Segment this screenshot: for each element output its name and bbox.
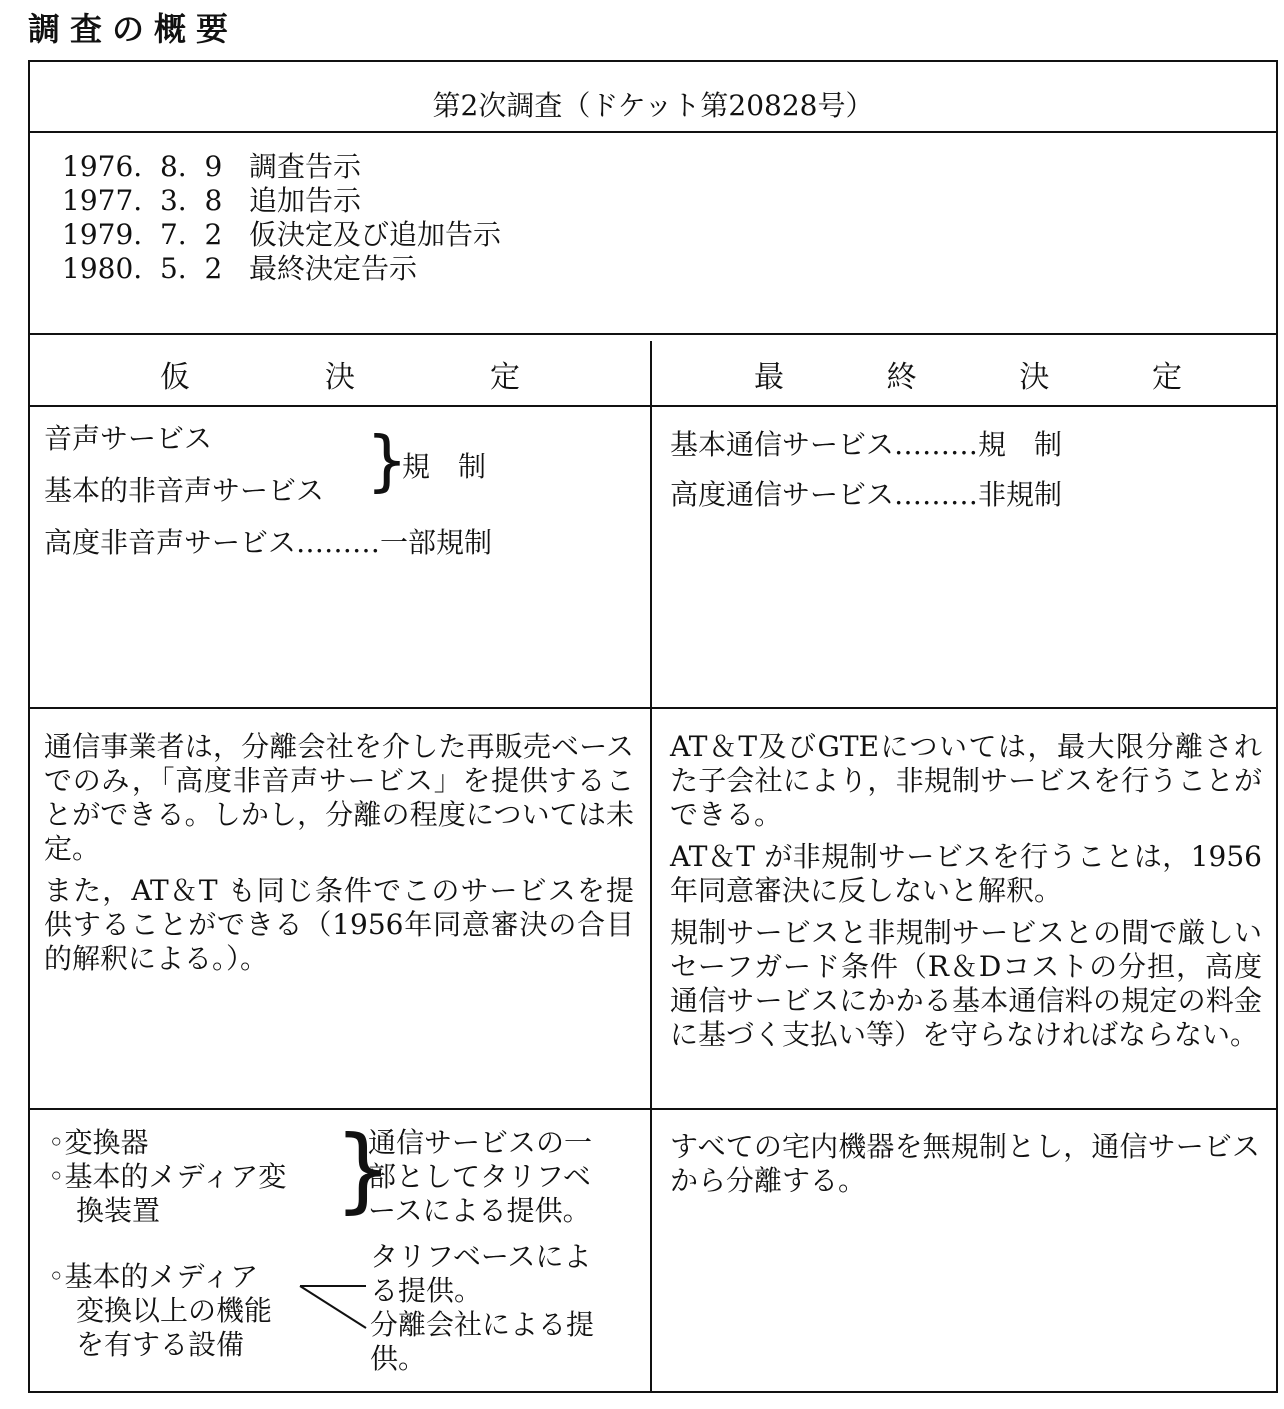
paragraph: AT＆T が非規制サービスを行うことは，1956年同意審決に反しないと解釈。 xyxy=(670,840,1262,907)
timeline-event: 最終決定告示 xyxy=(249,252,418,285)
paragraph: 規制サービスと非規制サービスとの間で厳しいセーフガード条件（R＆Dコストの分担，高度通信サービスにかかる基本通信料の規定の料金に基づく支払い等）を守らなければならない。 xyxy=(670,916,1262,1051)
equipment-item: ◦変換器 xyxy=(48,1126,149,1159)
provision-line: ースによる提供。 xyxy=(368,1194,591,1227)
brace-symbol: } xyxy=(334,1116,393,1223)
paragraph: また，AT＆T も同じ条件でこのサービスを提供することができる（1956年同意審決の合目的解釈による。）。 xyxy=(44,874,634,975)
document-heading: 第2次調査（ドケット第20828号） xyxy=(432,89,874,122)
service-item: 基本的非音声サービス xyxy=(44,474,325,507)
service-item: 音声サービス xyxy=(44,422,213,455)
column-header-char: 仮 xyxy=(160,360,190,395)
column-header-char: 決 xyxy=(325,360,355,395)
timeline-date: 1976. 8. 9 xyxy=(62,150,223,183)
final-text xyxy=(670,730,1262,1052)
column-header-final xyxy=(754,352,1182,396)
paragraph: 通信事業者は，分離会社を介した再販売ベースでのみ，「高度非音声サービス」を提供することができる。しかし，分離の程度については未定。 xyxy=(44,730,634,865)
column-header-char: 最 xyxy=(754,360,784,395)
divider xyxy=(28,1108,1278,1110)
timeline-event: 調査告示 xyxy=(249,150,362,183)
provision-line: タリフベースによ xyxy=(370,1240,592,1273)
provision-line: 部としてタリフベ xyxy=(368,1160,591,1193)
equipment-item: 変換以上の機能 xyxy=(48,1294,273,1327)
provision-line: 供。 xyxy=(370,1342,427,1375)
timeline-item xyxy=(62,150,501,184)
timeline-event: 仮決定及び追加告示 xyxy=(249,218,502,251)
equipment-item: ◦基本的メディア変 xyxy=(48,1160,287,1193)
provision-method xyxy=(368,1126,592,1228)
regulation-result: 規 制 xyxy=(402,450,487,483)
column-header-char: 定 xyxy=(1151,360,1182,395)
provisional-text xyxy=(44,730,634,976)
equipment-item: ◦基本的メディア xyxy=(48,1260,259,1293)
timeline-date: 1979. 7. 2 xyxy=(62,218,223,251)
timeline-date: 1977. 3. 8 xyxy=(62,184,223,217)
equipment-group xyxy=(48,1126,286,1228)
provision-method xyxy=(370,1240,594,1376)
timeline xyxy=(62,150,501,286)
final-text xyxy=(670,1130,1260,1198)
service-item: 高度通信サービス………非規制 xyxy=(670,478,1063,511)
timeline-date: 1980. 5. 2 xyxy=(62,252,223,285)
paragraph: すべての宅内機器を無規制とし，通信サービスから分離する。 xyxy=(670,1130,1260,1197)
divider xyxy=(28,405,1278,407)
service-item: 高度非音声サービス………一部規制 xyxy=(44,526,493,559)
column-header-char: 決 xyxy=(1019,360,1050,395)
paragraph: AT＆T及びGTEについては，最大限分離された子会社により，非規制サービスを行うことができる。 xyxy=(670,730,1262,831)
service-item: 基本通信サービス………規 制 xyxy=(670,428,1063,461)
equipment-group xyxy=(48,1260,272,1362)
timeline-item xyxy=(62,252,501,286)
provision-line: る提供。 xyxy=(370,1274,483,1307)
column-header-char: 終 xyxy=(886,360,917,395)
equipment-item: 換装置 xyxy=(48,1194,161,1227)
column-header-provisional xyxy=(160,352,520,396)
timeline-item xyxy=(62,218,501,252)
equipment-item: を有する設備 xyxy=(48,1328,245,1361)
column-header-char: 定 xyxy=(490,360,520,395)
provision-line: 分離会社による提 xyxy=(370,1308,595,1341)
timeline-event: 追加告示 xyxy=(249,184,362,217)
divider xyxy=(28,333,1278,335)
timeline-item xyxy=(62,184,501,218)
divider xyxy=(28,131,1278,133)
divider xyxy=(28,707,1278,709)
provision-line: 通信サービスの一 xyxy=(368,1126,593,1159)
branch-lines xyxy=(298,1272,370,1332)
page-title: 調査の概要 xyxy=(28,10,239,48)
brace-symbol: } xyxy=(366,422,408,499)
column-divider xyxy=(650,341,652,1393)
